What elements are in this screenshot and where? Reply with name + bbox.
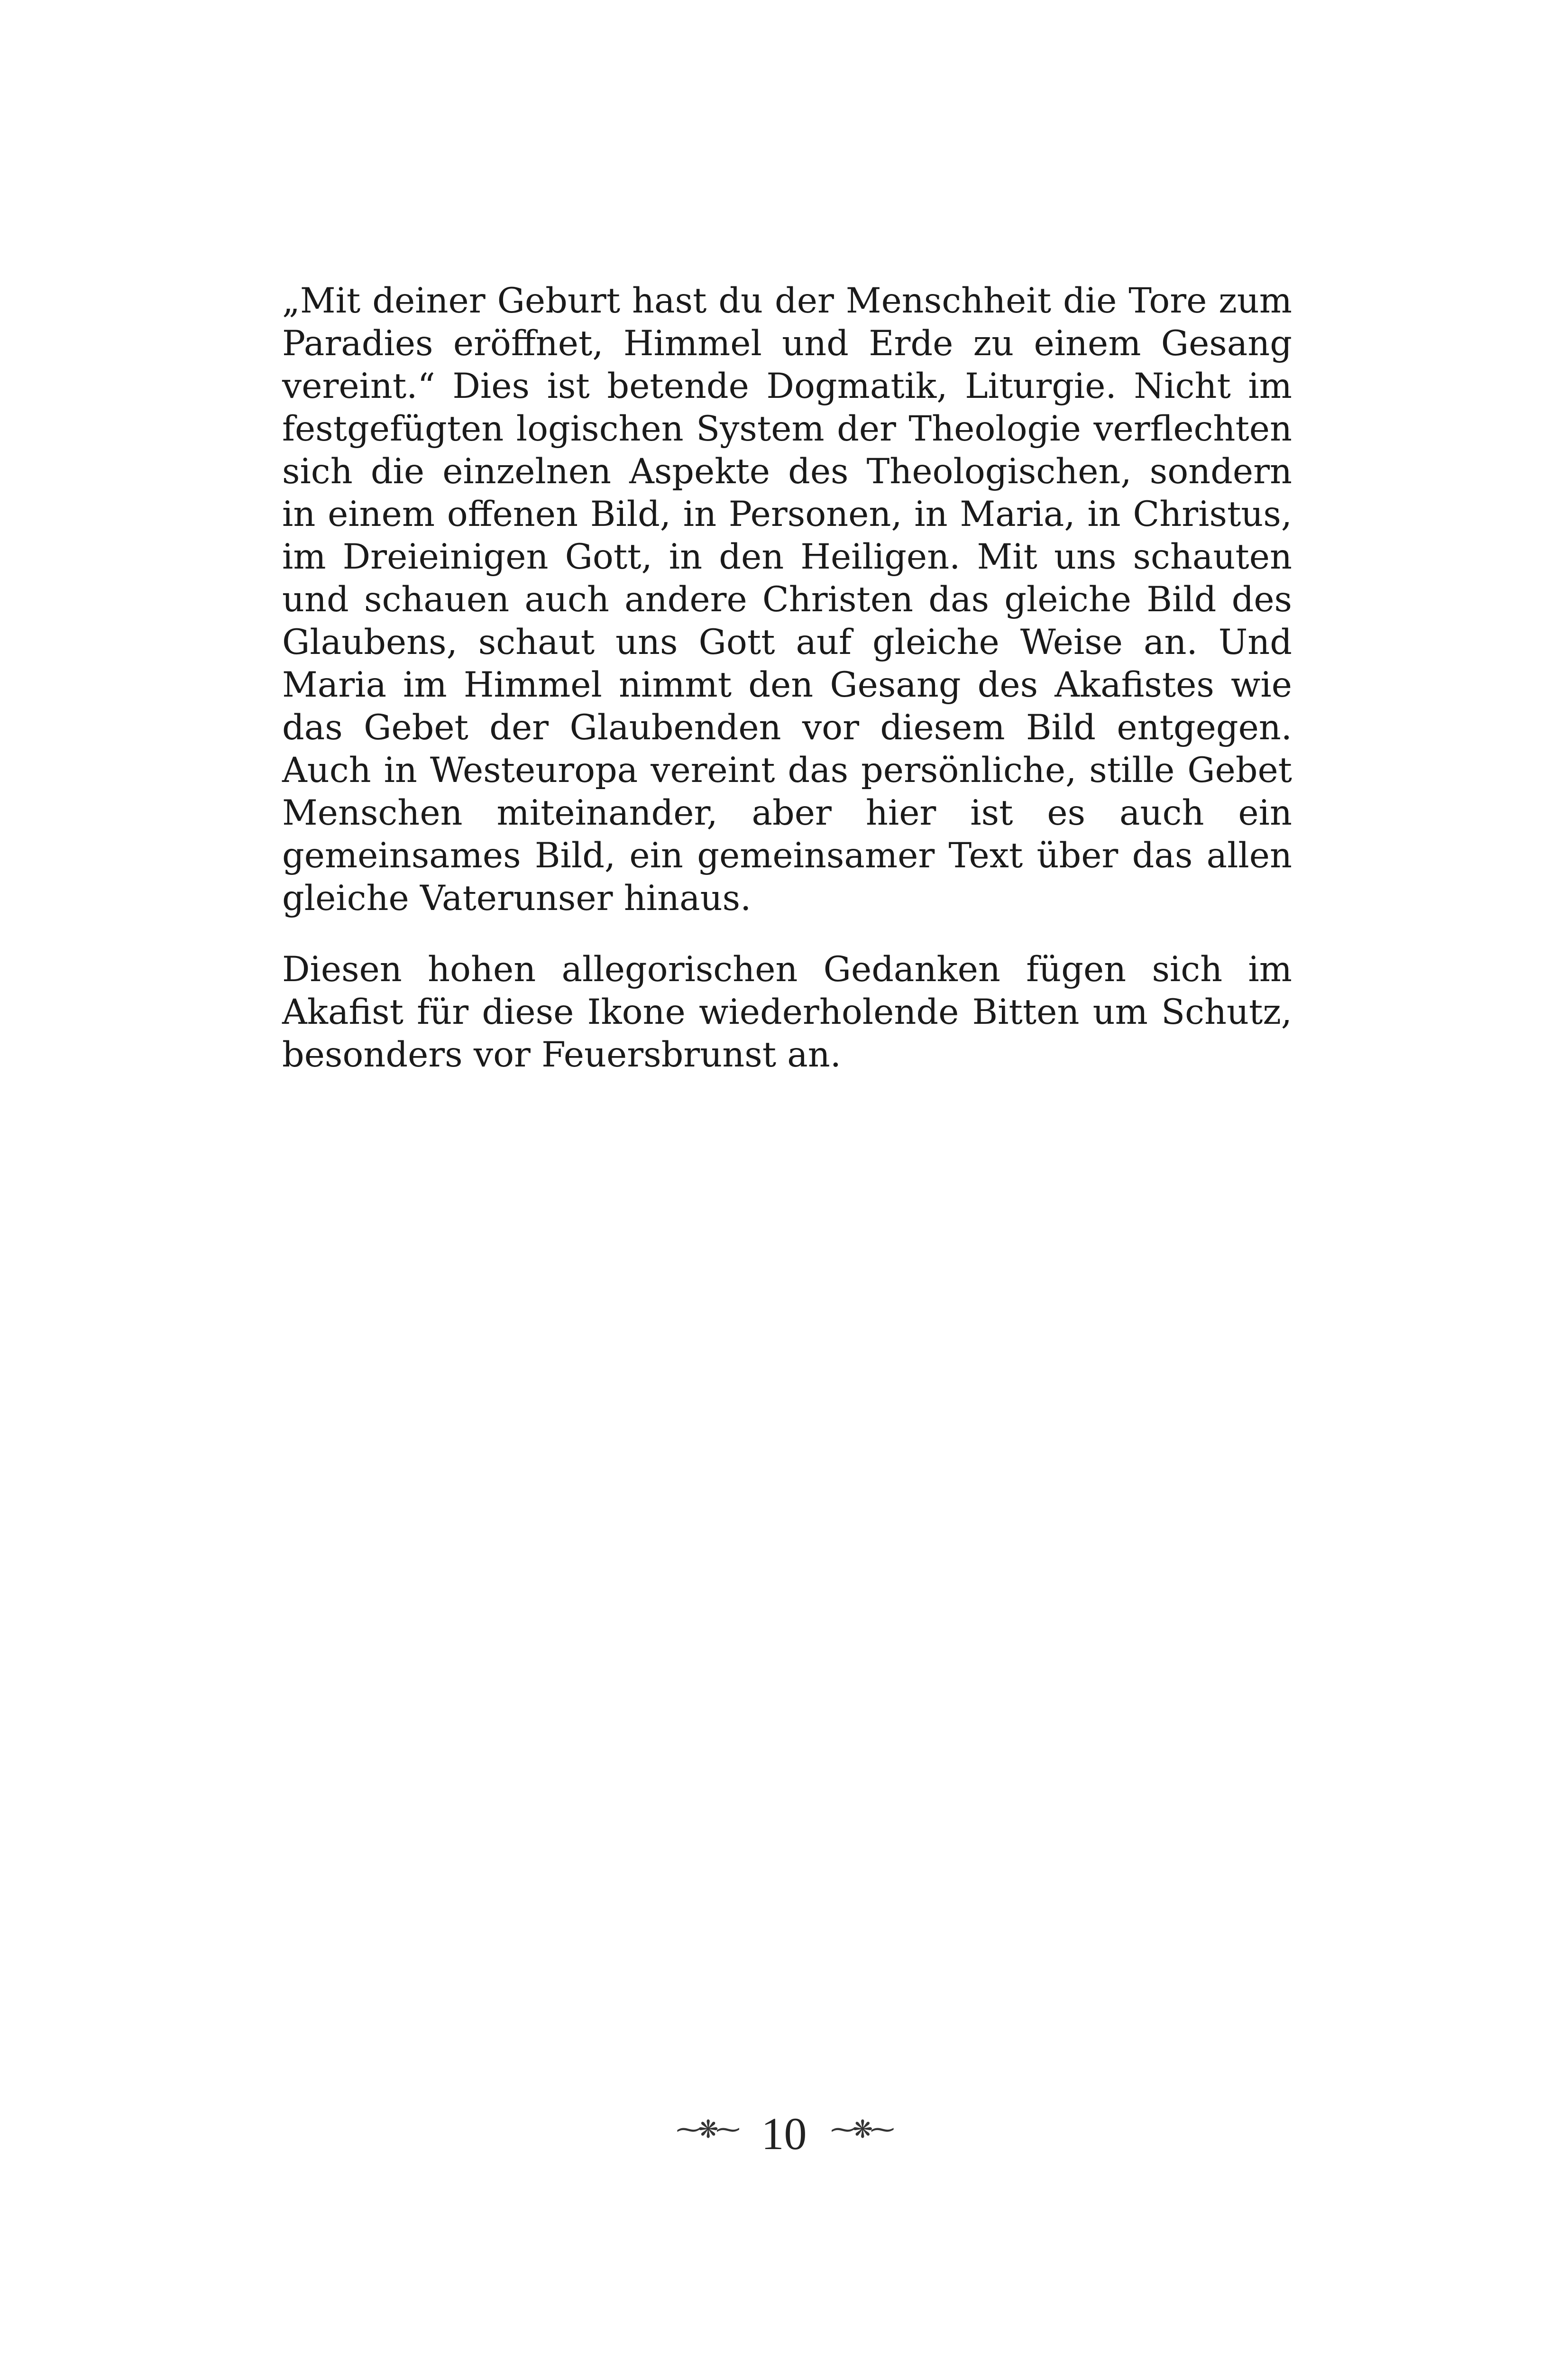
paragraph-1: „Mit deiner Geburt hast du der Menschheit die Tore zum Paradies eröffnet, Himmel und Erde zu einem Gesang vereint.“ Dies ist betende Dogmatik, Liturgie. Nicht im festgefügten logischen System der Theologie verflechten sich die einzelnen Aspekte des Theologischen, sondern in einem offenen Bild, in Personen, in Maria, in Christus, im Dreieinigen Gott, in den Heiligen. Mit uns schauten und schauen auch andere Christen das gleiche Bild des Glaubens, schaut uns Gott auf gleiche Weise an. Und Maria im Himmel nimmt den Gesang des Akafistes wie das Gebet der Glaubenden vor diesem Bild entgegen. Auch in Westeuropa vereint das persönliche, stille Gebet Menschen miteinander, aber hier ist es auch ein gemeinsames Bild, ein gemeinsamer Text über das allen gleiche Vaterunser hinaus. bbox=[282, 281, 1292, 919]
flourish-ornament-icon: ⁓❋⁓ bbox=[676, 2116, 738, 2143]
paragraph-2: Diesen hohen allegorischen Gedanken fügen sich im Akafist für diese Ikone wiederholende Bitten um Schutz, besonders vor Feuersbrunst an. bbox=[282, 949, 1292, 1075]
body-text bbox=[282, 280, 1292, 1076]
flourish-ornament-icon: ⁓❋⁓ bbox=[830, 2116, 892, 2143]
page-footer bbox=[0, 2103, 1568, 2160]
page-number: 10 bbox=[761, 2108, 807, 2159]
